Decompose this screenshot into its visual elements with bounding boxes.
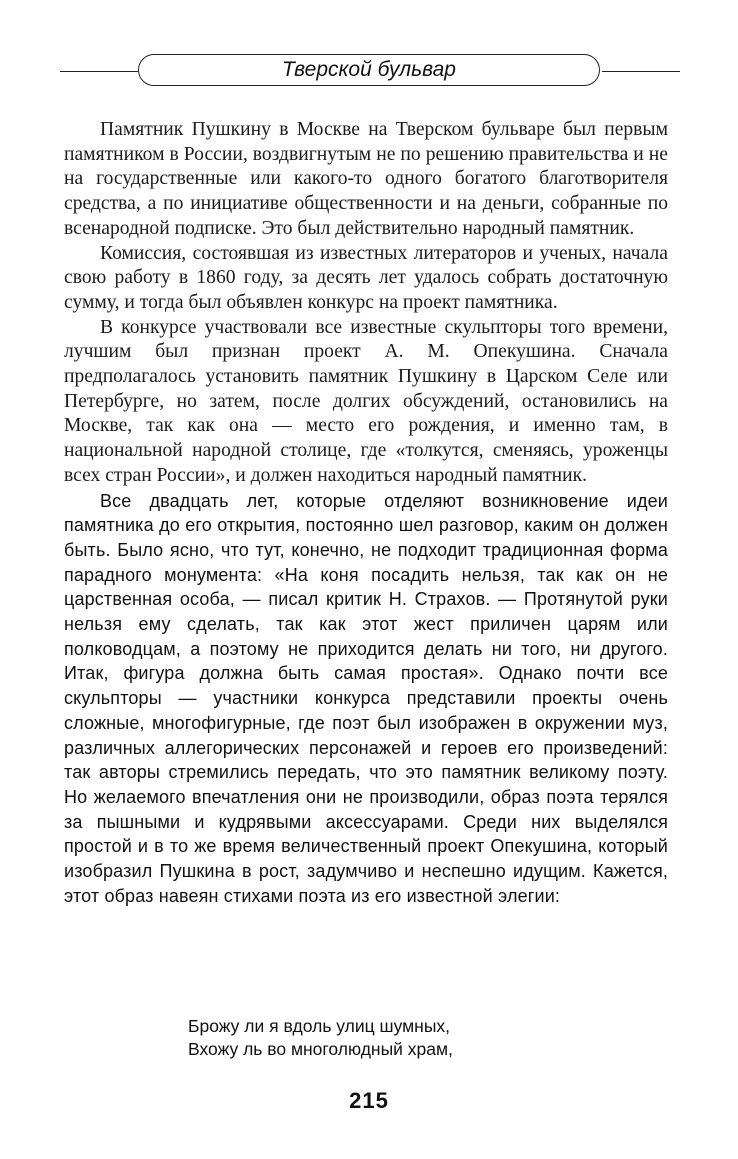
running-header [60, 52, 680, 92]
body-text [64, 118, 668, 909]
header-title: Тверской бульвар [282, 58, 456, 81]
paragraph: В конкурсе участвовали все известные скульпторы того времени, лучшим был признан проект А. М. Опекушина. Сначала предполагалось установить памятник Пушкину в Царском Селе или Петербурге, но затем, после долгих обсуждений, остановились на Москве, так как она — место его рождения, и именно там, в национальной народной столице, где «толкутся, сменяясь, уроженцы всех стран России», и должен находиться народный памятник. [64, 316, 668, 486]
header-rule-right [602, 71, 680, 72]
header-rule-left [60, 71, 138, 72]
poem-quote [188, 1015, 453, 1061]
paragraph: Комиссия, состоявшая из известных литераторов и ученых, начала свою работу в 1860 году, за десять лет удалось собрать достаточную сумму, и тогда был объявлен конкурс на проект памятника. [64, 242, 668, 313]
page-number: 215 [349, 1088, 389, 1113]
paragraph: Все двадцать лет, которые отделяют возникновение идеи памятника до его открытия, постоянно шел разговор, каким он должен быть. Было ясно, что тут, конечно, не подходит традиционная форма парадного монумента: «На коня посадить нельзя, так как он не царственная особа, — писал критик Н. Страхов. — Протянутой руки нельзя ему сделать, так как этот жест приличен царям или полководцам, а поэтому не приходится делать ни того, ни другого. Итак, фигура должна быть самая простая». Однако почти все скульпторы — участники конкурса представили проекты очень сложные, многофигурные, где поэт был изображен в окружении муз, различных аллегорических персонажей и героев его произведений: так авторы стремились передать, что это памятник великому поэту. Но желаемого впечатления они не производили, образ поэта терялся за пышными и кудрявыми аксессуарами. Среди них выделялся простой и в то же время величественный проект Опекушина, который изобразил Пушкина в рост, задумчиво и неспешно идущим. Кажется, этот образ навеян стихами поэта из его известной элегии: [64, 490, 668, 906]
verse-line: Брожу ли я вдоль улиц шумных, [188, 1016, 451, 1036]
paragraph: Памятник Пушкину в Москве на Тверском бульваре был первым памятником в России, воздвигнутым не по решению правительства и не на государственные или какого-то одного богатого благотворителя средства, а по инициативе общественности и на деньги, собранные по всенародной подписке. Это был действительно народный памятник. [64, 119, 668, 239]
verse-line: Вхожу ль во многолюдный храм, [188, 1039, 453, 1059]
